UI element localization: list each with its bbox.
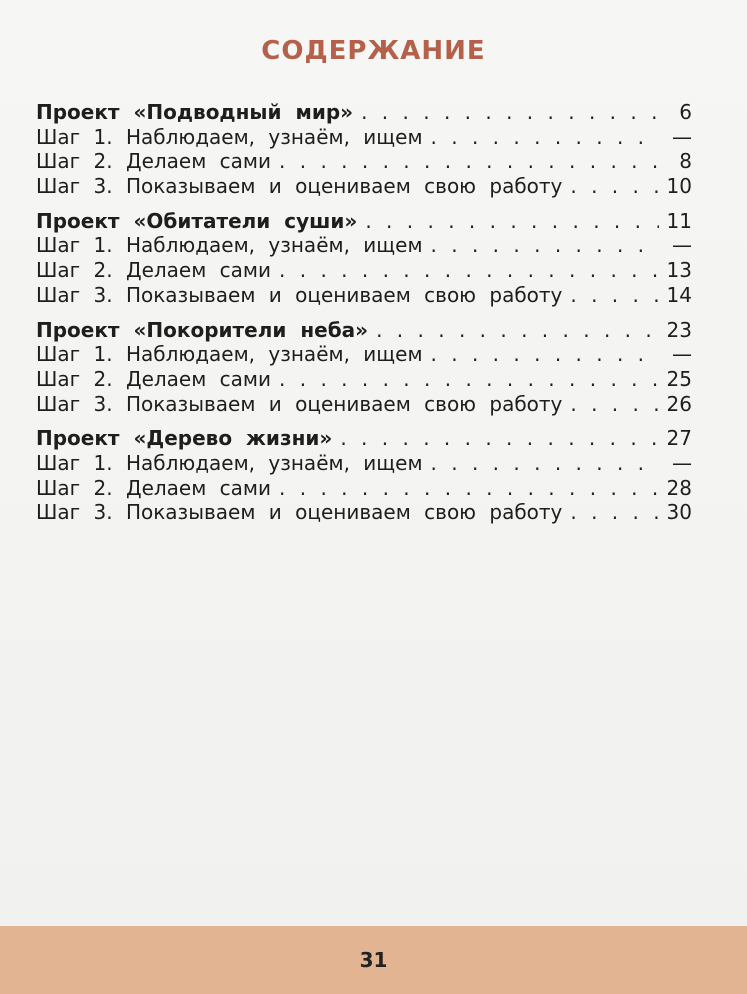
toc-entry-title: Шаг 3. Показываем и оцениваем свою работу xyxy=(36,282,563,307)
toc-page-number: 14 xyxy=(666,282,692,307)
toc-step-entry xyxy=(36,451,692,476)
toc-step-entry xyxy=(36,149,692,174)
toc-step-entry xyxy=(36,367,692,392)
toc-step-entry xyxy=(36,125,692,150)
toc-page-number: 26 xyxy=(666,391,692,416)
toc-entry-title: Проект «Подводный мир» xyxy=(36,100,354,124)
dot-leader xyxy=(271,476,659,500)
dot-leader xyxy=(562,392,658,416)
dot-leader xyxy=(423,451,660,475)
toc-page-number: 13 xyxy=(666,258,692,283)
dot-leader xyxy=(271,258,659,282)
toc-page-number: — xyxy=(672,342,692,367)
toc-step-entry xyxy=(36,233,692,258)
toc-entry-title: Проект «Дерево жизни» xyxy=(36,426,333,451)
toc-page-number: — xyxy=(672,124,692,149)
toc-page-number: 30 xyxy=(666,500,692,525)
dot-leader xyxy=(271,149,660,173)
toc-entry-title: Шаг 3. Показываем и оцениваем свою работу xyxy=(36,391,563,416)
toc-page-number: 27 xyxy=(666,426,692,451)
dot-leader xyxy=(271,367,659,391)
toc-entry-title: Шаг 1. Наблюдаем, узнаём, ищем xyxy=(36,233,423,258)
footer-band xyxy=(0,926,747,994)
toc-project-entry xyxy=(36,209,692,234)
toc-entry-title: Шаг 3. Показываем и оцениваем свою работу xyxy=(36,500,563,525)
dot-leader xyxy=(562,283,658,307)
page-title: СОДЕРЖАНИЕ xyxy=(261,36,486,66)
toc-step-entry xyxy=(36,500,692,525)
toc-entry-title: Шаг 2. Делаем сами xyxy=(36,149,272,174)
toc-page-number: 8 xyxy=(679,149,692,174)
page-number: 31 xyxy=(359,948,388,972)
dot-leader xyxy=(562,174,658,198)
toc-page-number: 11 xyxy=(666,208,692,233)
dot-leader xyxy=(562,500,658,524)
table-of-contents xyxy=(36,100,692,525)
toc-entry-title: Шаг 2. Делаем сами xyxy=(36,258,272,283)
dot-leader xyxy=(423,233,660,257)
toc-step-entry xyxy=(36,283,692,308)
toc-project-entry xyxy=(36,100,692,125)
dot-leader xyxy=(332,426,658,450)
toc-entry-title: Проект «Покорители неба» xyxy=(36,317,369,342)
dot-leader xyxy=(357,209,658,233)
toc-page-number: 28 xyxy=(666,475,692,500)
toc-project-entry xyxy=(36,318,692,343)
toc-page-number: 6 xyxy=(679,100,692,124)
toc-entry-title: Проект «Обитатели суши» xyxy=(36,208,358,233)
toc-step-entry xyxy=(36,392,692,417)
toc-entry-title: Шаг 3. Показываем и оцениваем свою работу xyxy=(36,174,563,199)
toc-entry-title: Шаг 1. Наблюдаем, узнаём, ищем xyxy=(36,124,423,149)
toc-entry-title: Шаг 2. Делаем сами xyxy=(36,475,272,500)
toc-entry-title: Шаг 1. Наблюдаем, узнаём, ищем xyxy=(36,450,423,475)
toc-entry-title: Шаг 2. Делаем сами xyxy=(36,366,272,391)
dot-leader xyxy=(368,318,658,342)
toc-project-entry xyxy=(36,426,692,451)
toc-page-number: 25 xyxy=(666,366,692,391)
toc-step-entry xyxy=(36,258,692,283)
dot-leader xyxy=(353,100,660,124)
dot-leader xyxy=(423,125,660,149)
toc-page-number: — xyxy=(672,450,692,475)
dot-leader xyxy=(423,342,660,366)
toc-page-number: 10 xyxy=(666,174,692,199)
toc-step-entry xyxy=(36,476,692,501)
toc-entry-title: Шаг 1. Наблюдаем, узнаём, ищем xyxy=(36,342,423,367)
toc-page-number: — xyxy=(672,233,692,258)
toc-page-number: 23 xyxy=(666,317,692,342)
toc-step-entry xyxy=(36,174,692,199)
toc-step-entry xyxy=(36,342,692,367)
